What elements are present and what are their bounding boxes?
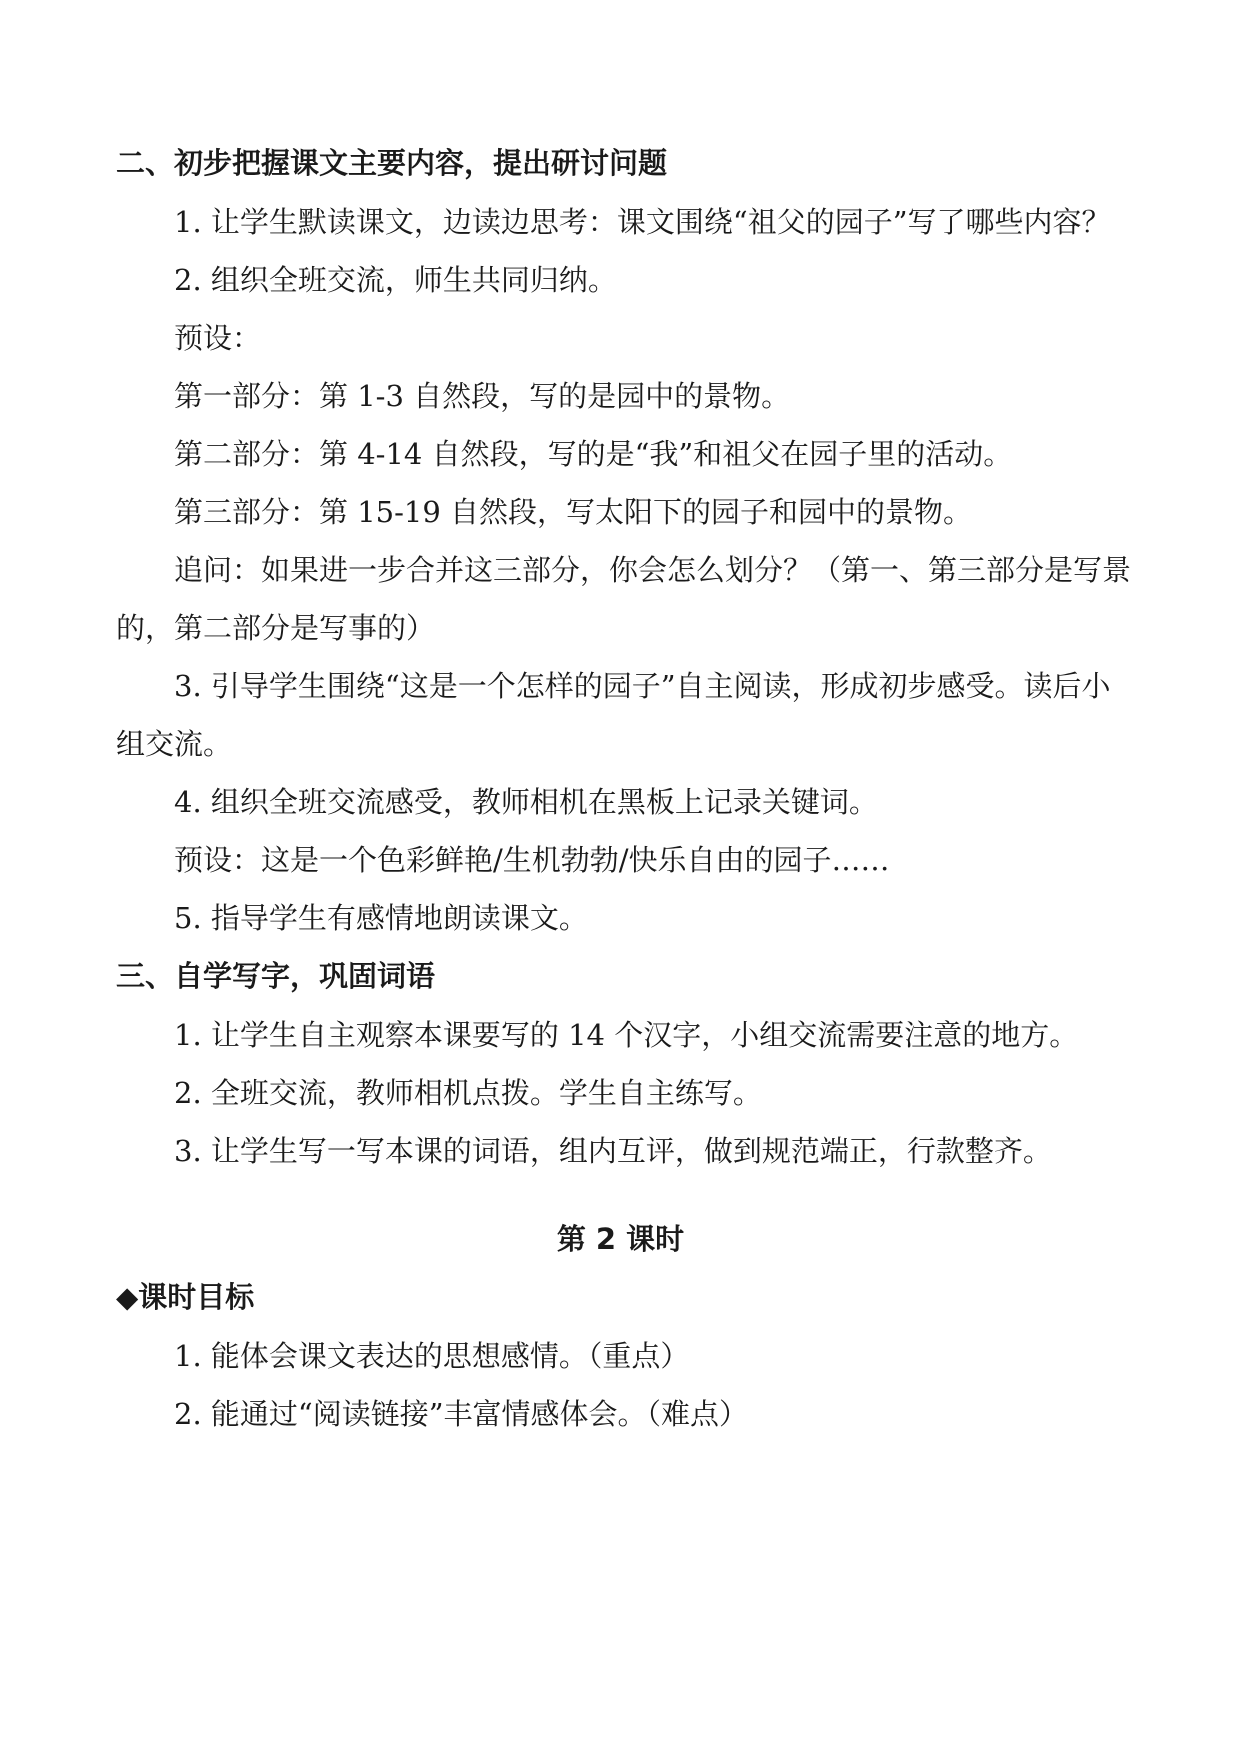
paragraph: 2. 组织全班交流，师生共同归纳。: [174, 263, 617, 297]
section-heading-2: 二、初步把握课文主要内容，提出研讨问题: [116, 146, 668, 180]
paragraph: 3. 让学生写一写本课的词语，组内互评，做到规范端正，行款整齐。: [174, 1134, 1052, 1168]
part-one: 第一部分：第 1-3 自然段，写的是园中的景物。: [174, 379, 791, 413]
paragraph: 1. 让学生自主观察本课要写的 14 个汉字，小组交流需要注意的地方。: [174, 1018, 1079, 1052]
part-two: 第二部分：第 4-14 自然段，写的是“我”和祖父在园子里的活动。: [174, 437, 1013, 471]
goals-heading: ◆课时目标: [116, 1280, 255, 1314]
section-heading-3: 三、自学写字，巩固词语: [116, 959, 436, 993]
follow-up-question: 追问：如果进一步合并这三部分，你会怎么划分？（第一、第三部分是写景: [174, 553, 1132, 587]
lesson-title: 第 2 课时: [556, 1222, 685, 1256]
paragraph: 2. 全班交流，教师相机点拨。学生自主练写。: [174, 1076, 762, 1110]
paragraph-continued: 组交流。: [116, 727, 233, 761]
goal-item: 2. 能通过“阅读链接”丰富情感体会。（难点）: [174, 1397, 749, 1431]
paragraph: 3. 引导学生围绕“这是一个怎样的园子”自主阅读，形成初步感受。读后小: [174, 669, 1111, 703]
preset-label: 预设：: [174, 321, 262, 355]
follow-up-question-continued: 的，第二部分是写事的）: [116, 611, 436, 645]
goal-item: 1. 能体会课文表达的思想感情。（重点）: [174, 1339, 690, 1373]
paragraph: 4. 组织全班交流感受，教师相机在黑板上记录关键词。: [174, 785, 878, 819]
paragraph: 1. 让学生默读课文，边读边思考：课文围绕“祖父的园子”写了哪些内容？: [174, 205, 1111, 239]
part-three: 第三部分：第 15-19 自然段，写太阳下的园子和园中的景物。: [174, 495, 973, 529]
paragraph: 5. 指导学生有感情地朗读课文。: [174, 901, 588, 935]
preset-answer: 预设：这是一个色彩鲜艳/生机勃勃/快乐自由的园子……: [174, 843, 890, 877]
